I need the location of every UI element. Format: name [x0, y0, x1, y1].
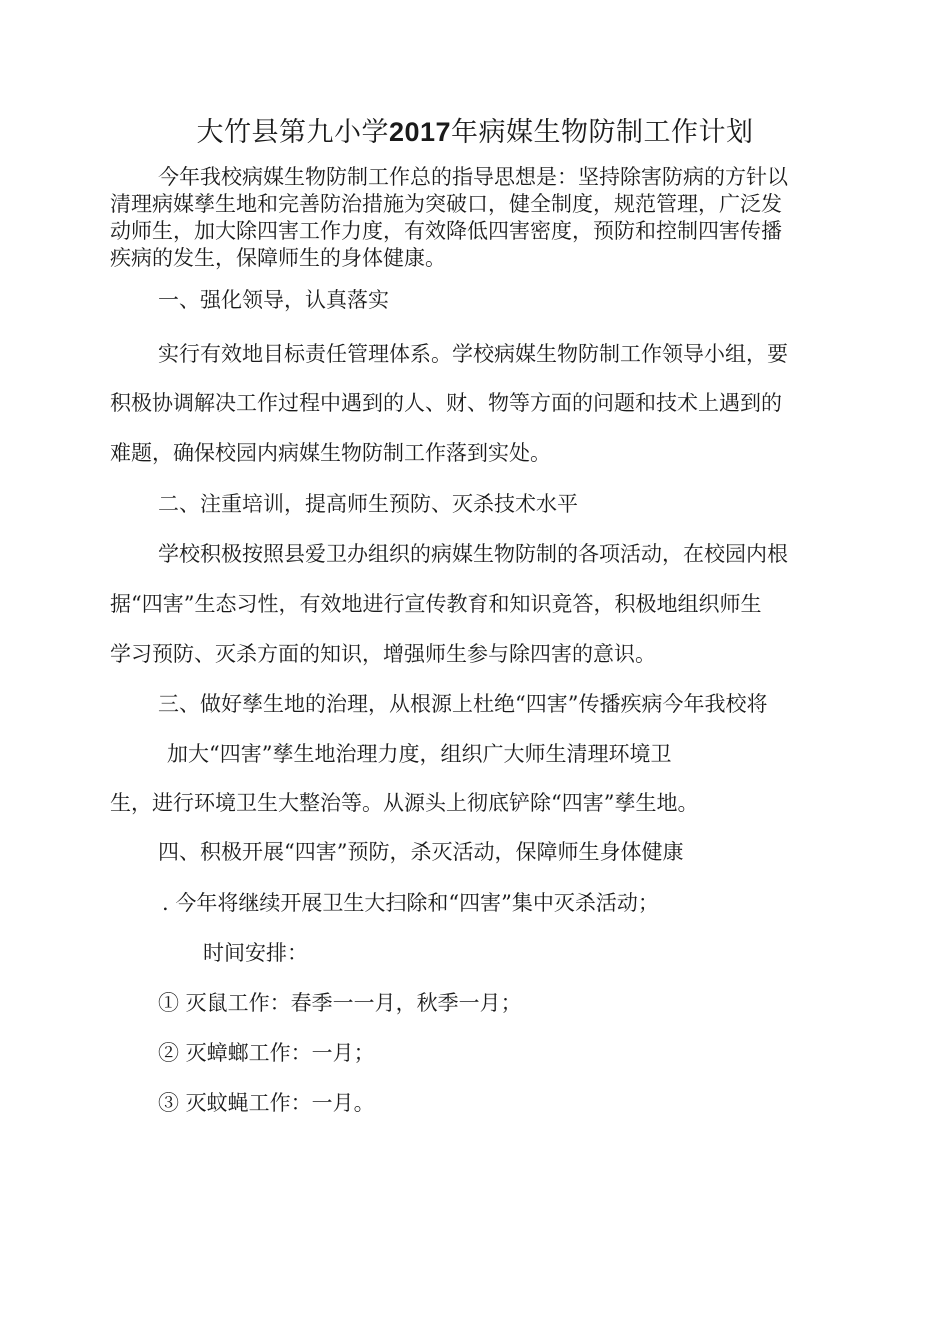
body-line: 生，进行环境卫生大整治等。从源头上彻底铲除“四害”孳生地。 — [110, 791, 699, 815]
section-heading-3: 三、做好孳生地的治理，从根源上杜绝“四害”传播疾病今年我校将 — [158, 692, 768, 716]
body-line: 学校积极按照县爱卫办组织的病媒生物防制的各项活动，在校园内根 — [158, 542, 788, 566]
schedule-item: ② 灭蟑螂工作：一月； — [158, 1041, 375, 1065]
intro-line: 清理病媒孳生地和完善防治措施为突破口，健全制度，规范管理，广泛发 — [110, 192, 782, 216]
intro-line: 今年我校病媒生物防制工作总的指导思想是：坚持除害防病的方针以 — [158, 165, 788, 189]
title-subject: 年病媒生物防制工作计划 — [451, 117, 754, 148]
intro-line: 疾病的发生，保障师生的身体健康。 — [110, 246, 446, 270]
section-heading-2: 二、注重培训，提高师生预防、灭杀技术水平 — [158, 492, 578, 516]
schedule-item: ③ 灭蚊蝇工作：一月。 — [158, 1091, 375, 1115]
body-line: 实行有效地目标责任管理体系。学校病媒生物防制工作领导小组，要 — [158, 342, 788, 366]
section-heading-1: 一、强化领导，认真落实 — [158, 288, 389, 312]
document-title — [0, 110, 950, 149]
title-year: 2017 — [388, 117, 452, 147]
body-line: 加大“四害”孳生地治理力度，组织广大师生清理环境卫 — [167, 742, 672, 766]
title-school: 大竹县第九小学 — [196, 117, 389, 148]
section-heading-4: 四、积极开展“四害”预防，杀灭活动，保障师生身体健康 — [158, 840, 684, 864]
body-line: . 今年将继续开展卫生大扫除和“四害”集中灭杀活动； — [162, 891, 659, 915]
schedule-item: ① 灭鼠工作：春季一一月，秋季一月； — [158, 991, 522, 1015]
intro-paragraph — [110, 164, 830, 272]
body-line: 学习预防、灭杀方面的知识，增强师生参与除四害的意识。 — [110, 642, 656, 666]
body-line: 据“四害”生态习性，有效地进行宣传教育和知识竟答，积极地组织师生 — [110, 592, 762, 616]
schedule-heading: 时间安排： — [203, 941, 308, 965]
intro-line: 动师生，加大除四害工作力度，有效降低四害密度，预防和控制四害传播 — [110, 219, 782, 243]
body-line: 积极协调解决工作过程中遇到的人、财、物等方面的问题和技术上遇到的 — [110, 391, 782, 415]
body-line: 难题，确保校园内病媒生物防制工作落到实处。 — [110, 441, 551, 465]
